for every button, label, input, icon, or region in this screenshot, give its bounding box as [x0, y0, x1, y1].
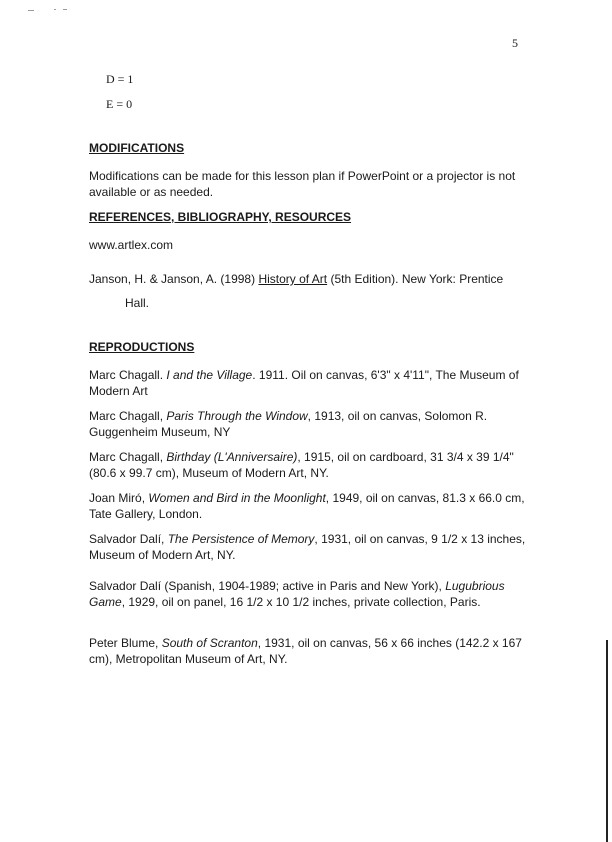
artwork-title: Paris Through the Window [166, 409, 308, 423]
reproduction-item [89, 449, 529, 481]
scan-speck [54, 9, 56, 10]
artwork-title: I and the Village [166, 368, 253, 382]
reproductions-heading: REPRODUCTIONS [89, 340, 195, 354]
citation-authors: Janson, H. & Janson, A. (1998) [89, 272, 259, 286]
citation-book-title: History of Art [258, 272, 328, 286]
artwork-details: , 1913, oil on canvas, Solomon R. Guggenheim Museum, NY [89, 409, 488, 439]
artwork-title: The Persistence of Memory [167, 532, 315, 546]
artwork-details: , 1949, oil on canvas, 81.3 x 66.0 cm, Tate Gallery, London. [89, 491, 525, 521]
reproduction-item [89, 531, 529, 563]
reference-website: www.artlex.com [89, 238, 174, 252]
references-heading: REFERENCES, BIBLIOGRAPHY, RESOURCES [89, 210, 352, 224]
score-e: E = 0 [106, 97, 133, 111]
reproduction-item [89, 490, 529, 522]
modifications-heading: MODIFICATIONS [89, 141, 185, 155]
artwork-title: Women and Bird in the Moonlight [148, 491, 326, 505]
artist-name: Marc Chagall, [89, 450, 167, 464]
artwork-title: Birthday (L'Anniversaire) [166, 450, 298, 464]
artwork-details: , 1931, oil on canvas, 56 x 66 inches (142.2 x 167 cm), Metropolitan Museum of Art, NY. [89, 636, 522, 666]
reproduction-item [89, 578, 529, 610]
page-number: 5 [512, 36, 518, 50]
citation-publisher: (5th Edition). New York: Prentice [327, 272, 504, 286]
citation-continuation: Hall. [125, 296, 150, 310]
artwork-details: , 1931, oil on canvas, 9 1/2 x 13 inches, Museum of Modern Art, NY. [89, 532, 526, 562]
artist-name: Joan Miró, [89, 491, 149, 505]
reproduction-item [89, 635, 529, 667]
reference-citation [89, 271, 529, 287]
artwork-title: South of Scranton [161, 636, 258, 650]
artwork-title: Lugubrious Game [89, 579, 505, 609]
reproduction-item [89, 408, 529, 440]
artist-name: Marc Chagall. [89, 368, 167, 382]
score-d: D = 1 [106, 72, 134, 86]
artwork-details: , 1929, oil on panel, 16 1/2 x 10 1/2 inches, private collection, Paris. [121, 595, 481, 609]
scan-speck [63, 9, 67, 10]
modifications-text: Modifications can be made for this lesson plan if PowerPoint or a projector is not available or as needed. [89, 169, 516, 199]
scan-edge-shadow [606, 640, 608, 842]
artist-name: Salvador Dalí (Spanish, 1904-1989; active in Paris and New York), [89, 579, 446, 593]
artist-name: Salvador Dalí, [89, 532, 168, 546]
artwork-details: , 1915, oil on cardboard, 31 3/4 x 39 1/4" (80.6 x 99.7 cm), Museum of Modern Art, NY. [89, 450, 514, 480]
artist-name: Peter Blume, [89, 636, 162, 650]
scan-speck [28, 10, 34, 11]
reproduction-item [89, 367, 529, 399]
artist-name: Marc Chagall, [89, 409, 167, 423]
artwork-details: . 1911. Oil on canvas, 6'3" x 4'11", The Museum of Modern Art [89, 368, 519, 398]
